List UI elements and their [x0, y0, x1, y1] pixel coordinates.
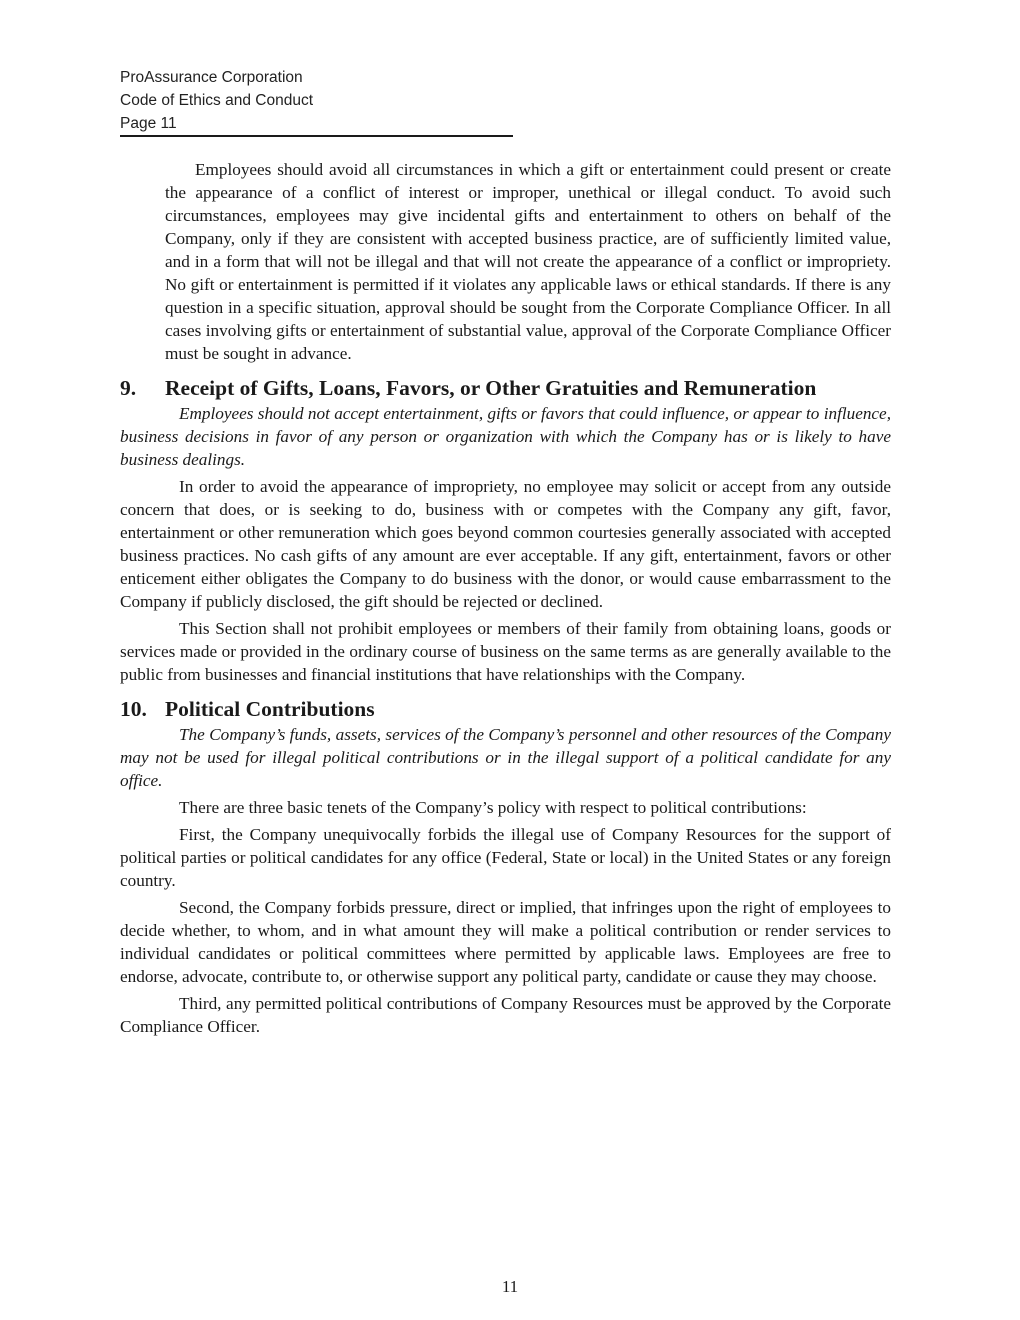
header-page-label: Page 11 — [120, 115, 177, 132]
section-9-paragraph: This Section shall not prohibit employees or members of their family from obtaining loans, goods or services made or provided in the ordinary course of business on the same terms as are generally available to the public from businesses and financial institutions that have relationships with the Company. — [120, 619, 891, 684]
section-10-paragraph: Third, any permitted political contributions of Company Resources must be approved by the Corporate Compliance Officer. — [120, 994, 891, 1036]
section-10-policy: The Company’s funds, assets, services of the Company’s personnel and other resources of the Company may not be used for illegal political contributions or in the illegal support of a political candidate for any office. — [120, 725, 891, 790]
section-10-heading — [120, 696, 891, 722]
section-9-title: Receipt of Gifts, Loans, Favors, or Other Gratuities and Remuneration — [165, 376, 817, 400]
page-header — [120, 66, 513, 137]
page-body — [120, 158, 891, 1038]
section-9-policy: Employees should not accept entertainment, gifts or favors that could influence, or appear to influence, business decisions in favor of any person or organization with which the Company has or is likely to have business dealings. — [120, 404, 891, 469]
section-9-heading — [120, 375, 891, 401]
section-9-paragraph: In order to avoid the appearance of impropriety, no employee may solicit or accept from any outside concern that does, or is seeking to do, business with or competes with the Company any gift, favor, entertainment or other remuneration which goes beyond common courtesies generally associated with accepted business practices. No cash gifts of any amount are ever acceptable. If any gift, entertainment, favors or other enticement either obligates the Company to do business with the donor, or would cause embarrassment to the Company if publicly disclosed, the gift should be rejected or declined. — [120, 477, 891, 611]
intro-paragraph: Employees should avoid all circumstances in which a gift or entertainment could present or create the appearance of a conflict of interest or improper, unethical or illegal conduct. To avoid such circumstances, employees may give incidental gifts and entertainment to others on behalf of the Company, only if they are consistent with accepted business practice, are of sufficiently limited value, and in a form that will not be illegal and that will not create the appearance of a conflict or impropriety. No gift or entertainment is permitted if it violates any applicable laws or ethical standards. If there is any question in a specific situation, approval should be sought from the Corporate Compliance Officer. In all cases involving gifts or entertainment of substantial value, approval of the Corporate Compliance Officer must be sought in advance. — [165, 160, 891, 363]
header-company: ProAssurance Corporation — [120, 69, 303, 86]
section-10-number: 10. — [120, 697, 147, 721]
header-document-title: Code of Ethics and Conduct — [120, 92, 314, 109]
section-10-title: Political Contributions — [165, 697, 375, 721]
section-10-paragraph: First, the Company unequivocally forbids the illegal use of Company Resources for the support of political parties or political candidates for any office (Federal, State or local) in the United States or any foreign country. — [120, 825, 891, 890]
section-10-paragraph: Second, the Company forbids pressure, direct or implied, that infringes upon the right of employees to decide whether, to whom, and in what amount they will make a political contribution or render services to individual candidates or political committees where permitted by applicable laws. Employees are free to endorse, advocate, contribute to, or otherwise support any political party, candidate or cause they may choose. — [120, 898, 891, 986]
page-number: 11 — [501, 1277, 519, 1296]
section-9-number: 9. — [120, 376, 137, 400]
section-10-paragraph: There are three basic tenets of the Company’s policy with respect to political contributions: — [179, 798, 807, 817]
